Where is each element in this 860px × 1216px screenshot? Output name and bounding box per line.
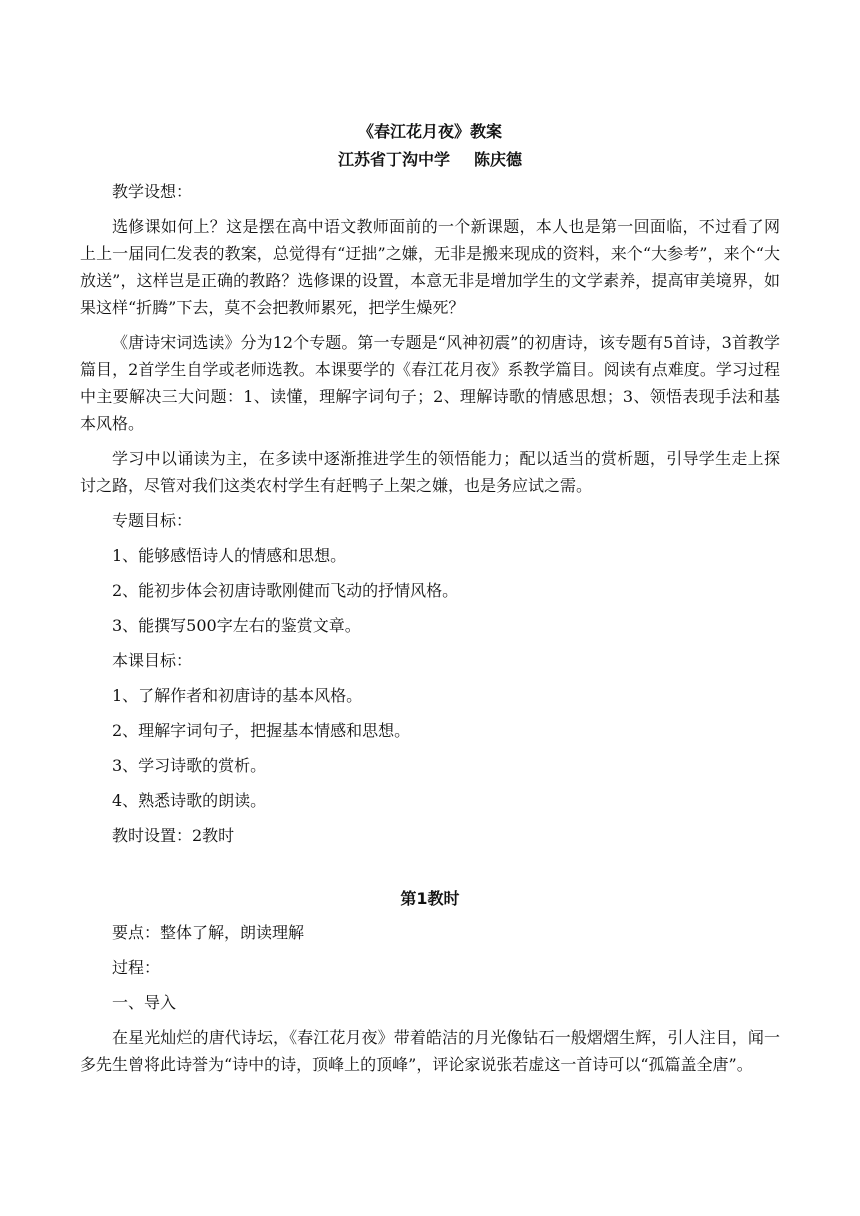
design-paragraph-2: 《唐诗宋词选读》分为12个专题。第一专题是“风神初震”的初唐诗，该专题有5首诗，3首教学篇目，2首学生自学或老师选教。本课要学的《春江花月夜》系教学篇目。阅读有点难度。学习过程中主要解决三大问题：1、读懂，理解字词句子；2、理解诗歌的情感思想；3、领悟表现手法和基本风格。 [80, 333, 780, 433]
step-heading-intro: 一、导入 [112, 993, 177, 1012]
topic-goal-item: 3、能撰写500字左右的鉴赏文章。 [112, 616, 361, 635]
school-name: 江苏省丁沟中学 [337, 150, 450, 169]
teaching-hours: 教时设置：2教时 [112, 826, 235, 845]
section-title-lesson-1: 第1教时 [400, 889, 460, 908]
lesson-goals-heading: 本课目标： [112, 651, 193, 670]
intro-paragraph: 在星光灿烂的唐代诗坛，《春江花月夜》带着皓洁的月光像钻石一般熠熠生辉，引人注目，闻一多先生曾将此诗誉为“诗中的诗，顶峰上的顶峰”，评论家说张若虚这一首诗可以“孤篇盖全唐”。 [80, 1028, 780, 1074]
lesson-goal-item: 4、熟悉诗歌的朗读。 [112, 791, 267, 810]
key-points: 要点：整体了解，朗读理解 [112, 923, 305, 942]
lesson-goal-item: 1、了解作者和初唐诗的基本风格。 [112, 686, 363, 705]
topic-goal-item: 1、能够感悟诗人的情感和思想。 [112, 546, 347, 565]
design-paragraph-3: 学习中以诵读为主，在多读中逐渐推进学生的领悟能力；配以适当的赏析题，引导学生走上探讨之路，尽管对我们这类农村学生有赶鸭子上架之嫌，也是务应试之需。 [80, 449, 780, 495]
process-heading: 过程： [112, 958, 161, 977]
topic-goal-item: 2、能初步体会初唐诗歌刚健而飞动的抒情风格。 [112, 581, 459, 600]
lesson-goal-item: 3、学习诗歌的赏析。 [112, 756, 267, 775]
topic-goals-heading: 专题目标： [112, 511, 193, 530]
author-name: 陈庆德 [474, 150, 523, 169]
lesson-goal-item: 2、理解字词句子，把握基本情感和思想。 [112, 721, 411, 740]
design-heading: 教学设想： [112, 182, 193, 201]
document-title: 《春江花月夜》教案 [357, 122, 502, 141]
document-body [80, 118, 780, 1086]
design-paragraph-1: 选修课如何上？这是摆在高中语文教师面前的一个新课题，本人也是第一回面临，不过看了网上上一届同仁发表的教案，总觉得有“迂拙”之嫌，无非是搬来现成的资料，来个“大参考”，来个“大放送”，这样岂是正确的教路？选修课的设置，本意无非是增加学生的文学素养，提高审美境界，如果这样“折腾”下去，莫不会把教师累死，把学生燥死？ [80, 217, 780, 317]
document-byline [80, 146, 780, 174]
